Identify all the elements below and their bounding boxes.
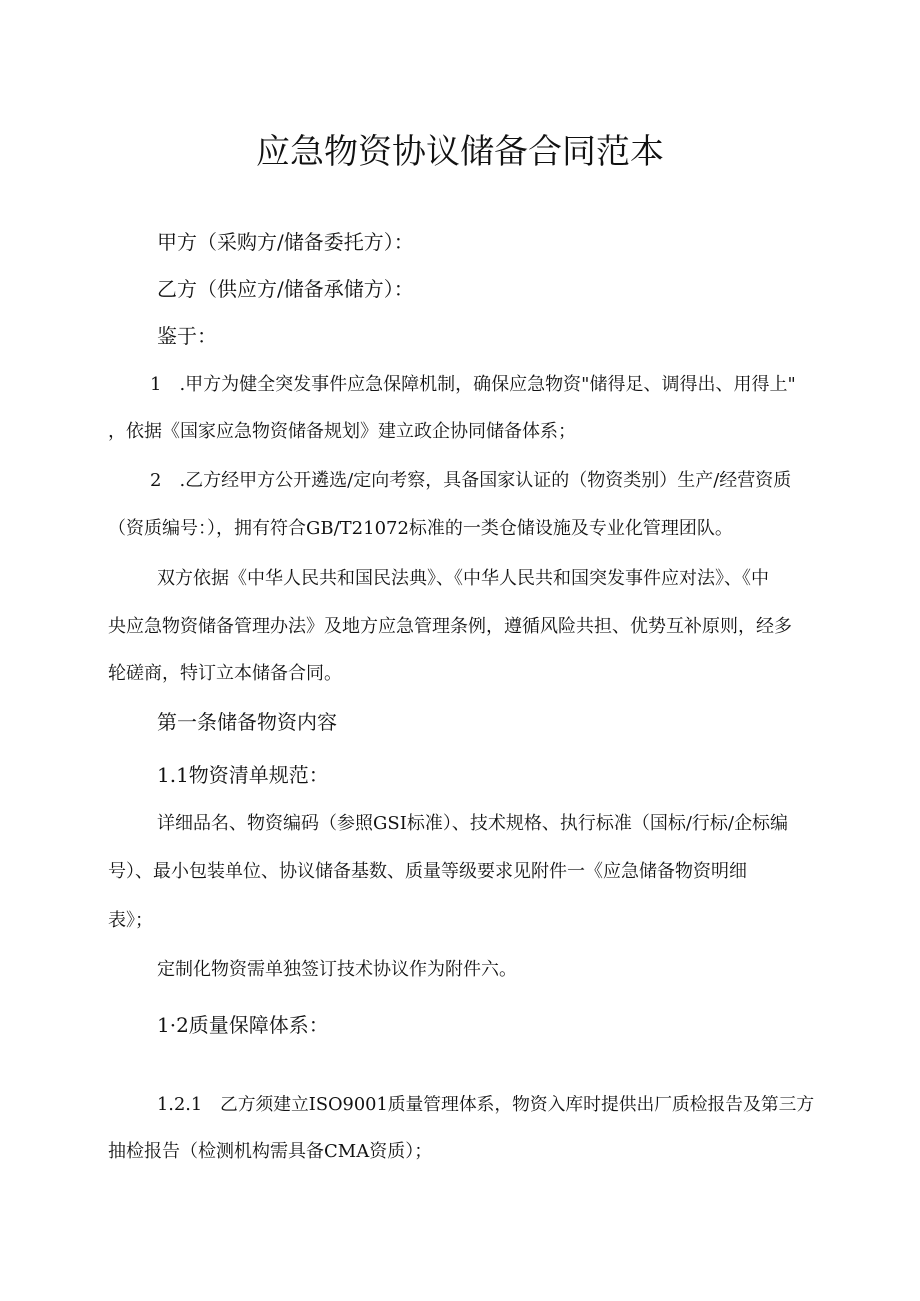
basis-line3: 轮磋商，特订立本储备合同。 — [108, 663, 342, 684]
spec-line1: 详细品名、物资编码（参照GSI标准）、技术规格、执行标准（国标/行标/企标编 — [157, 813, 788, 834]
article1-heading: 第一条储备物资内容 — [157, 710, 337, 734]
custom-line: 定制化物资需单独签订技术协议作为附件六。 — [157, 959, 517, 980]
spec-line2: 号）、最小包装单位、协议储备基数、质量等级要求见附件一《应急储备物资明细 — [108, 861, 747, 882]
section-1-2-heading: 1·2质量保障体系： — [157, 1013, 329, 1037]
item1-line2: ，依据《国家应急物资储备规划》建立政企协同储备体系； — [108, 421, 576, 442]
item1-line1: 1 .甲方为健全突发事件应急保障机制，确保应急物资"储得足、调得出、用得上" — [150, 374, 796, 395]
section-1-2-1-line2: 抽检报告（检测机构需具备CMA资质）； — [108, 1141, 433, 1162]
section-1-1-heading: 1.1物资清单规范： — [157, 763, 329, 787]
basis-line2: 央应急物资储备管理办法》及地方应急管理条例，遵循风险共担、优势互补原则，经多 — [108, 616, 792, 637]
basis-line1: 双方依据《中华人民共和国民法典》、《中华人民共和国突发事件应对法》、《中 — [157, 568, 769, 589]
whereas-heading: 鉴于： — [157, 324, 217, 348]
party-b-line: 乙方（供应方/储备承储方）： — [157, 277, 414, 301]
section-1-2-1-line1: 1.2.1 乙方须建立ISO9001质量管理体系，物资入库时提供出厂质检报告及第三方 — [157, 1094, 815, 1115]
item2-line2: （资质编号：），拥有符合GB/T21072标准的一类仓储设施及专业化管理团队。 — [108, 518, 733, 539]
item2-line1: 2 .乙方经甲方公开遴选/定向考察，具备国家认证的（物资类别）生产/经营资质 — [150, 470, 792, 491]
party-a-line: 甲方（采购方/储备委托方）： — [157, 230, 414, 254]
spec-line3: 表》； — [108, 910, 153, 931]
document-title: 应急物资协议储备合同范本 — [256, 132, 664, 172]
